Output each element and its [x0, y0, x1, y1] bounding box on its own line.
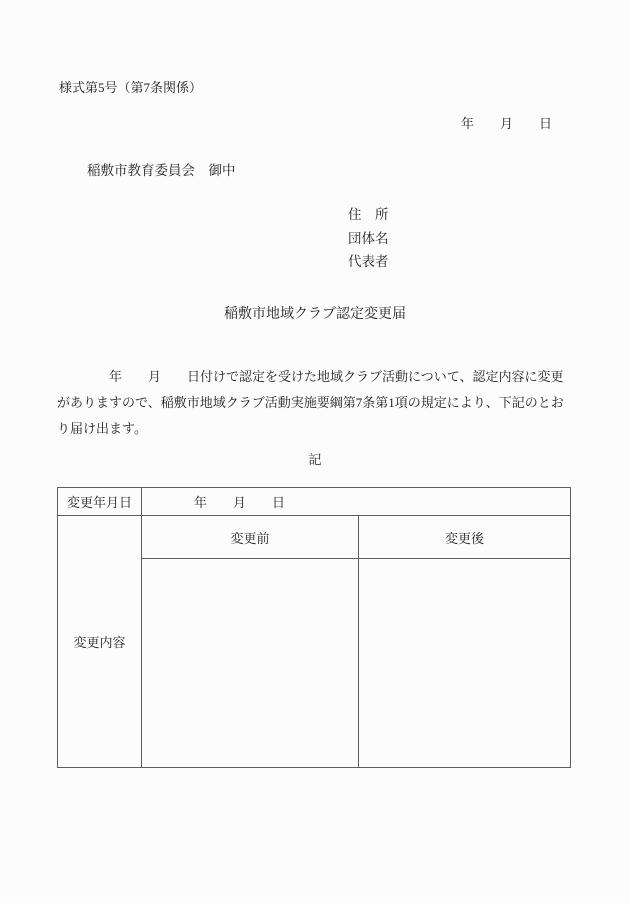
applicant-organization-label: 団体名 — [348, 231, 389, 246]
applicant-representative-label: 代表者 — [348, 254, 389, 269]
header-date-line: 年 月 日 — [461, 116, 553, 131]
applicant-address-label: 住 所 — [348, 207, 389, 222]
change-date-label: 変更年月日 — [58, 488, 142, 515]
ki-marker: 記 — [308, 452, 322, 467]
change-table — [57, 487, 571, 768]
addressee: 稲敷市教育委員会 御中 — [87, 163, 236, 178]
body-paragraph — [57, 364, 577, 442]
page-title: 稲敷市地域クラブ認定変更届 — [224, 307, 406, 322]
body-line-3: り届け出ます。 — [57, 421, 147, 436]
before-after-header-row — [142, 516, 570, 559]
body-line-1: 年 月 日付けで認定を受けた地域クラブ活動について、認定内容に変更 — [57, 369, 564, 384]
change-date-row — [58, 488, 570, 516]
before-after-content-row — [142, 559, 570, 767]
change-content-columns — [142, 516, 570, 767]
change-content-label: 変更内容 — [58, 516, 142, 767]
form-number: 様式第5号（第7条関係） — [59, 80, 203, 95]
body-line-2: がありますので、稲敷市地域クラブ活動実施要綱第7条第1項の規定により、下記のとお — [57, 395, 564, 410]
change-content-row — [58, 516, 570, 767]
after-column-header: 変更後 — [444, 530, 484, 546]
before-content-cell — [142, 559, 359, 767]
after-content-cell — [359, 559, 570, 767]
before-column-header: 変更前 — [142, 516, 359, 558]
change-date-value: 年 月 日 — [194, 495, 286, 510]
